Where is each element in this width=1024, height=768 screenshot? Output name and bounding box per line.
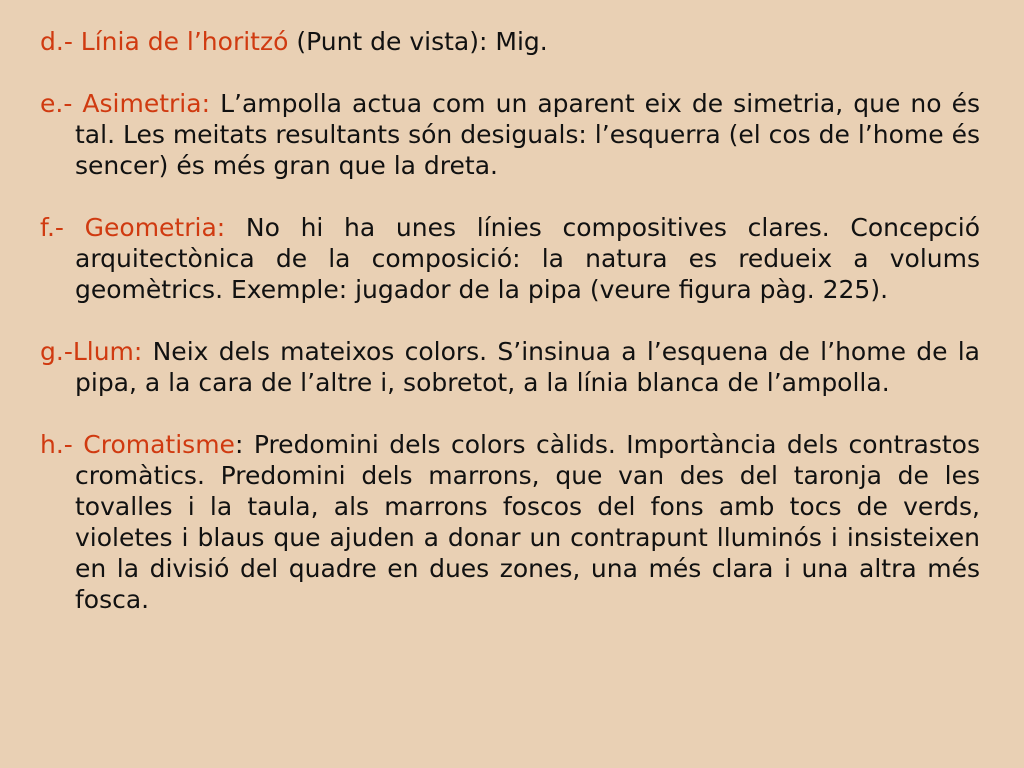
item-h-text: : Predomini dels colors càlids. Importància dels contrastos cromàtics. Predomini dels marrons, que van des del taronja de les tovalles i la taula, als marrons foscos del fons amb tocs de verds, violetes i blaus que ajuden a donar un contrapunt lluminós i insisteixen en la divisió del quadre en dues zones, una més clara i una altra més fosca. bbox=[75, 430, 980, 614]
item-d-label: d.- Línia de l’horitzó bbox=[40, 27, 289, 56]
item-h-label: h.- Cromatisme bbox=[40, 430, 235, 459]
item-f-label: f.- Geometria: bbox=[40, 213, 226, 242]
item-e-text: L’ampolla actua com un aparent eix de simetria, que no és tal. Les meitats resultants són desiguals: l’esquerra (el cos de l’home és sencer) és més gran que la dreta. bbox=[75, 89, 981, 180]
item-g-light bbox=[40, 336, 980, 398]
item-f-geometry bbox=[40, 212, 980, 305]
item-d-text: (Punt de vista): Mig. bbox=[288, 27, 548, 56]
item-h-chromatism bbox=[40, 429, 980, 615]
item-e-label: e.- Asimetria: bbox=[40, 89, 210, 118]
item-g-text: Neix dels mateixos colors. S’insinua a l’esquena de l’home de la pipa, a la cara de l’altre i, sobretot, a la línia blanca de l’ampolla. bbox=[75, 337, 980, 397]
item-f-text: No hi ha unes línies compositives clares. Concepció arquitectònica de la composició: la natura es redueix a volums geomètrics. Exemple: jugador de la pipa (veure figura pàg. 225). bbox=[75, 213, 981, 304]
item-g-label: g.-Llum: bbox=[40, 337, 143, 366]
item-d-horizon-line bbox=[40, 26, 980, 57]
item-e-asymmetry bbox=[40, 88, 980, 181]
